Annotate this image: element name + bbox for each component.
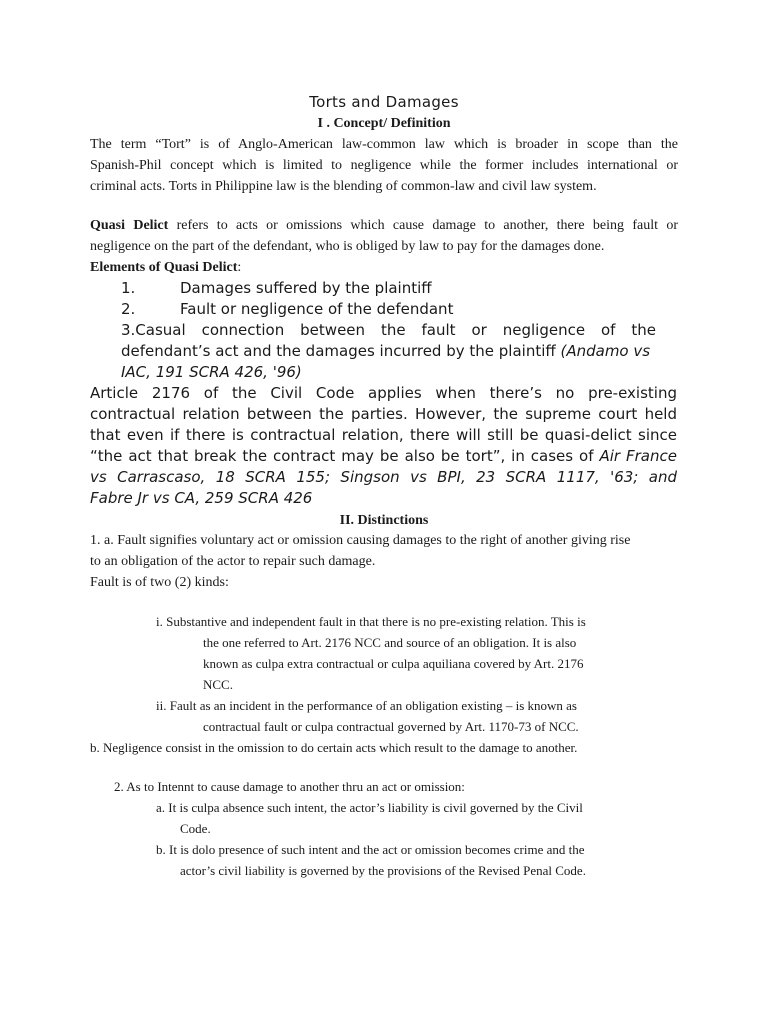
list-item: Damages suffered by the plaintiff (180, 279, 432, 297)
case-citation: Fabre Jr vs CA, 259 SCRA 426 (90, 489, 313, 507)
paragraph-line: Fault is of two (2) kinds: (90, 575, 229, 590)
sub-list-item-continuation: Code. (180, 821, 211, 836)
case-citation: IAC, 191 SCRA 426, '96) (121, 363, 302, 381)
paragraph-line: negligence on the part of the defendant, who is obliged by law to pay for the damages done. (90, 239, 605, 254)
sub-list-item: i. Substantive and independent fault in that there is no pre-existing relation. This is (156, 614, 586, 629)
article-paragraph-line: that even if there is contractual relation, there will still be quasi-delict since (90, 426, 677, 444)
sub-list-item: b. It is dolo presence of such intent and the act or omission becomes crime and the (156, 842, 585, 857)
paragraph-line: to an obligation of the actor to repair such damage. (90, 554, 376, 569)
case-citation: (Andamo vs (555, 342, 651, 360)
list-item: 3.Casual connection between the fault or negligence of the (121, 321, 656, 339)
list-item-number: 1. (121, 279, 136, 297)
paragraph-line: b. Negligence consist in the omission to do certain acts which result to the damage to another. (90, 740, 578, 755)
paragraph-line: Spanish-Phil concept which is limited to negligence while the former includes international or (90, 158, 678, 173)
sub-list-item-continuation: NCC. (203, 677, 233, 692)
article-paragraph-line (90, 447, 677, 465)
quasi-delict-line (90, 218, 678, 234)
quasi-delict-definition: refers to acts or omissions which cause damage to another, there being fault or (168, 218, 678, 233)
sub-list-item-continuation: known as culpa extra contractual or culpa aquiliana covered by Art. 2176 (203, 656, 584, 671)
sub-list-item-continuation: contractual fault or culpa contractual governed by Art. 1170-73 of NCC. (203, 719, 579, 734)
elements-heading (90, 260, 241, 276)
document-title: Torts and Damages (309, 93, 459, 111)
paragraph-line: 1. a. Fault signifies voluntary act or omission causing damages to the right of another giving rise (90, 533, 631, 548)
sub-list-item: a. It is culpa absence such intent, the actor’s liability is civil governed by the Civil (156, 800, 583, 815)
elements-heading-colon: : (237, 260, 242, 275)
element3-text: defendant’s act and the damages incurred by the plaintiff (121, 342, 556, 360)
section-heading-concept: I . Concept/ Definition (317, 116, 451, 131)
list-item-continuation (121, 342, 650, 360)
sub-list-item-continuation: the one referred to Art. 2176 NCC and source of an obligation. It is also (203, 635, 577, 650)
list-item: 2. As to Intennt to cause damage to another thru an act or omission: (114, 779, 465, 794)
article-paragraph-line: contractual relation between the parties. However, the supreme court held (90, 405, 677, 423)
list-item-number: 2. (121, 300, 136, 318)
elements-heading-text: Elements of Quasi Delict (90, 260, 238, 275)
sub-list-item-continuation: actor’s civil liability is governed by the provisions of the Revised Penal Code. (180, 863, 586, 878)
case-citation: Air France (593, 447, 677, 465)
article-text: “the act that break the contract may be also be tort”, in cases of (90, 447, 594, 465)
article-paragraph-line: Article 2176 of the Civil Code applies when there’s no pre-existing (90, 384, 677, 402)
quasi-delict-term: Quasi Delict (90, 218, 169, 233)
sub-list-item: ii. Fault as an incident in the performance of an obligation existing – is known as (156, 698, 577, 713)
case-citation: vs Carrascaso, 18 SCRA 155; Singson vs BPI, 23 SCRA 1117, '63; and (90, 468, 677, 486)
list-item: Fault or negligence of the defendant (180, 300, 454, 318)
paragraph-line: criminal acts. Torts in Philippine law is the blending of common-law and civil law system. (90, 179, 597, 194)
section-heading-distinctions: II. Distinctions (339, 513, 429, 528)
paragraph-line: The term “Tort” is of Anglo-American law-common law which is broader in scope than the (90, 137, 678, 152)
